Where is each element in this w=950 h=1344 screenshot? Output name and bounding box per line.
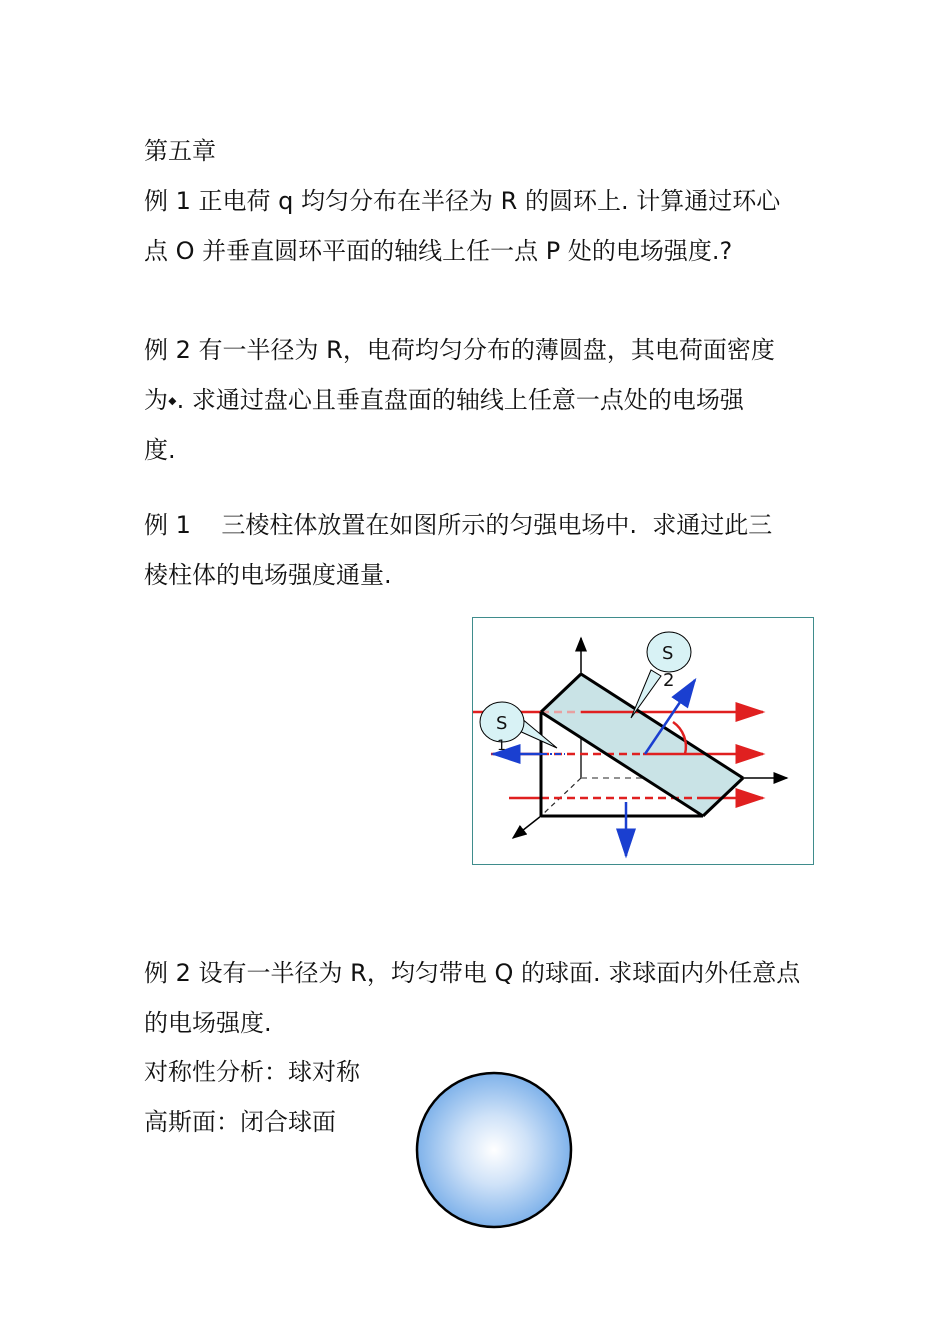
label-s2: S (662, 643, 674, 664)
problem-1-line-1: 例 1 正电荷 q 均匀分布在半径为 R 的圆环上. 计算通过环心 (144, 187, 781, 215)
prism-diagram (473, 618, 813, 864)
problem-4-line-2: 的电场强度. (144, 1009, 272, 1037)
label-s1-sub: 1 (497, 738, 506, 754)
sphere-figure (414, 1070, 574, 1230)
sphere-surface (417, 1073, 571, 1227)
chapter-title: 第五章 (144, 137, 216, 165)
callout-s2 (631, 632, 691, 718)
label-s2-sub: 2 (663, 670, 675, 691)
prism-figure (472, 617, 814, 865)
problem-2-line-1: 例 2 有一半径为 R，电荷均匀分布的薄圆盘，其电荷面密度 (144, 336, 775, 364)
problem-3-line-1: 例 1 三棱柱体放置在如图所示的匀强电场中. 求通过此三 (144, 511, 773, 539)
problem-3-line-2: 棱柱体的电场强度通量. (144, 561, 392, 589)
symmetry-analysis: 对称性分析：球对称 (144, 1058, 360, 1086)
gaussian-sphere (414, 1070, 574, 1230)
label-s1: S (496, 713, 508, 734)
problem-1-line-2: 点 O 并垂直圆环平面的轴线上任一点 P 处的电场强度.? (144, 237, 733, 265)
axis-y (513, 816, 541, 838)
problem-2-line-2: 为⬩. 求通过盘心且垂直盘面的轴线上任意一点处的电场强 (144, 386, 744, 414)
problem-4-line-1: 例 2 设有一半径为 R，均匀带电 Q 的球面. 求球面内外任意点 (144, 959, 801, 987)
problem-2-line-3: 度. (144, 436, 176, 464)
gauss-surface: 高斯面：闭合球面 (144, 1108, 336, 1136)
